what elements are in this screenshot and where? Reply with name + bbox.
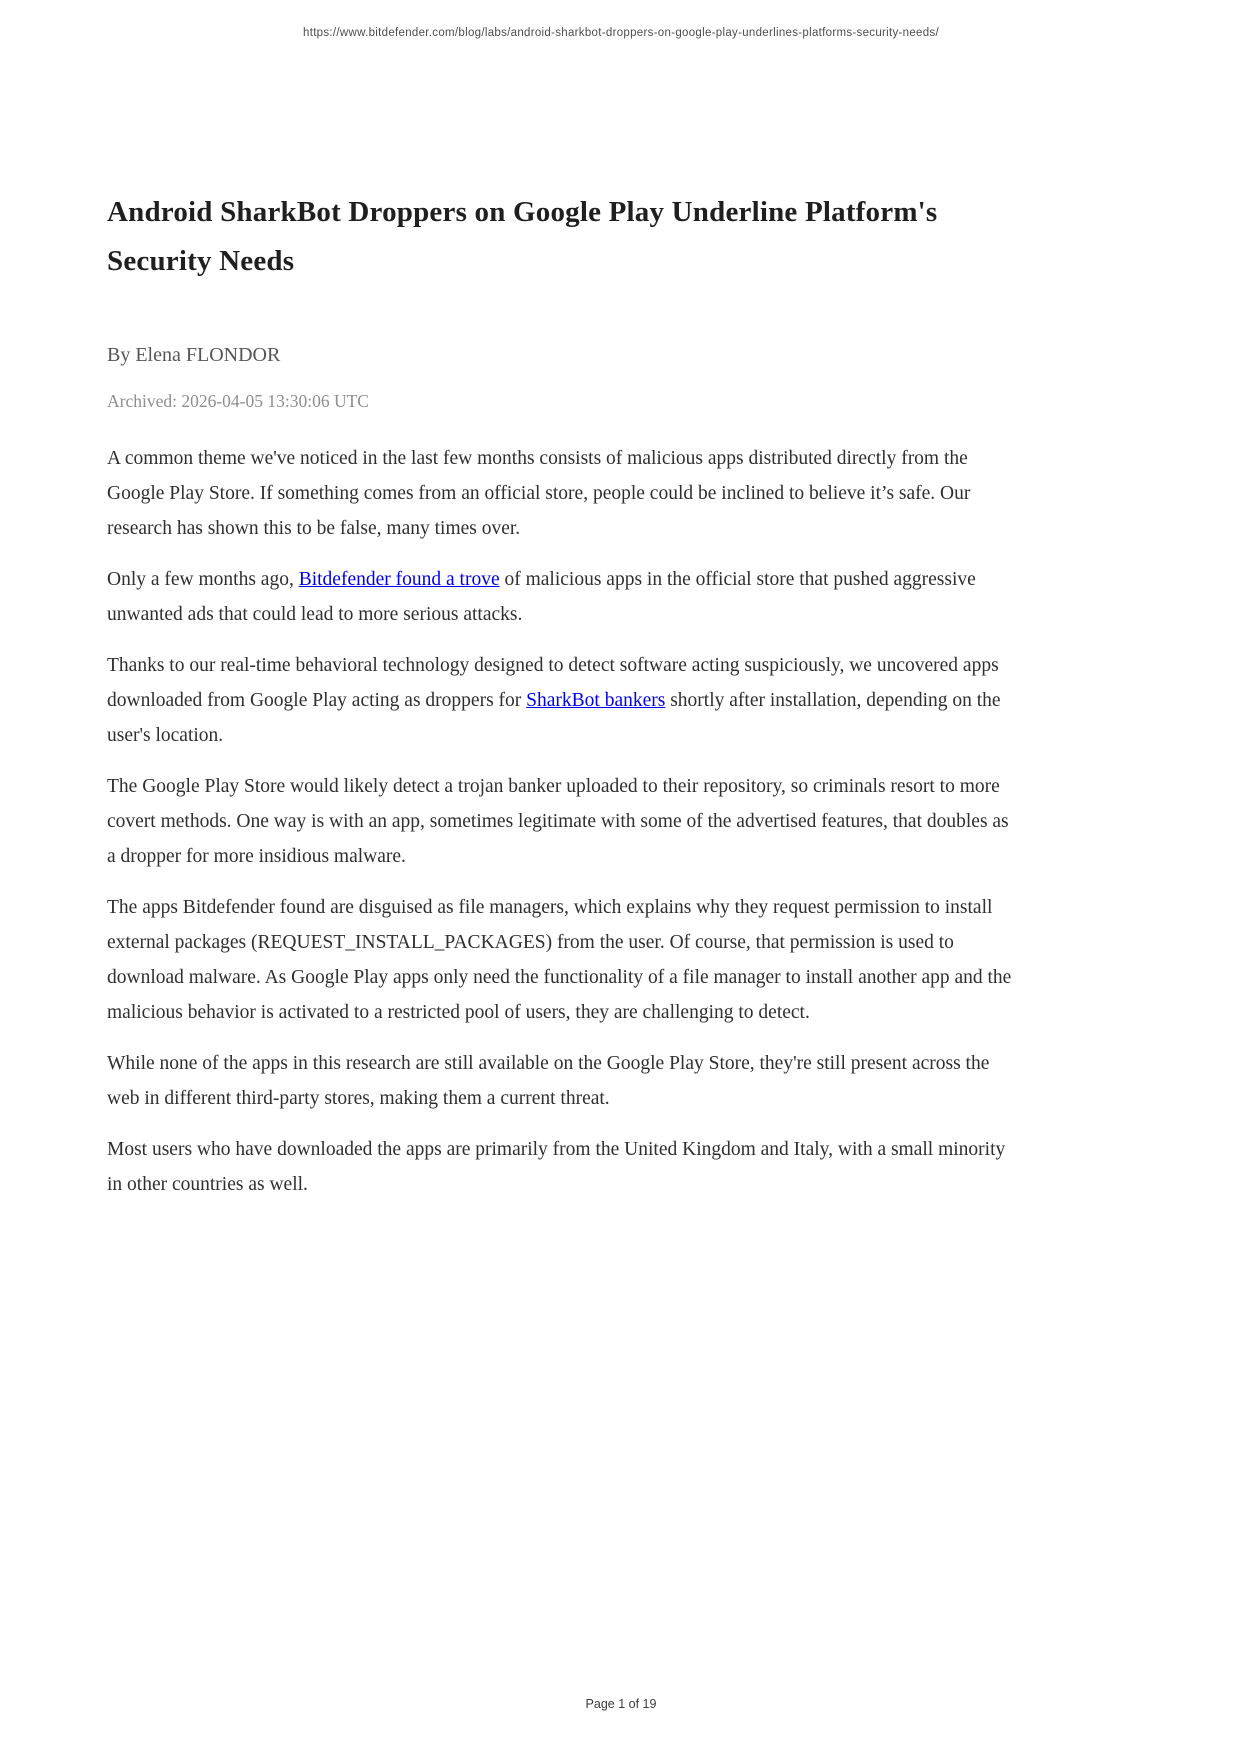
article-body xyxy=(107,441,1012,1202)
paragraph-4: The Google Play Store would likely detect a trojan banker uploaded to their repository, so criminals resort to more covert methods. One way is with an app, sometimes legitimate with some of the advertised features, that doubles as a dropper for more insidious malware. xyxy=(107,776,1009,867)
paragraph-1: A common theme we've noticed in the last few months consists of malicious apps distributed directly from the Google Play Store. If something comes from an official store, people could be inclined to believe it’s safe. Our research has shown this to be false, many times over. xyxy=(107,448,971,539)
archived-timestamp: Archived: 2026-04-05 13:30:06 UTC xyxy=(107,391,369,411)
paragraph-3-text-b: shortly after installation, depending on the user's location. xyxy=(107,690,1001,746)
link-bitdefender-found-a-trove[interactable]: Bitdefender found a trove xyxy=(298,569,500,590)
link-sharkbot-bankers[interactable]: SharkBot bankers xyxy=(526,690,666,711)
paragraph-6: While none of the apps in this research are still available on the Google Play Store, they're still present across the web in different third-party stores, making them a current threat. xyxy=(107,1053,990,1109)
paragraph-5: The apps Bitdefender found are disguised as file managers, which explains why they request permission to install external packages (REQUEST_INSTALL_PACKAGES) from the user. Of course, that permission is used to download malware. As Google Play apps only need the functionality of a file manager to install another app and the malicious behavior is activated to a restricted pool of users, they are challenging to detect. xyxy=(107,897,1012,1023)
paragraph-2 xyxy=(107,562,1012,632)
article-content xyxy=(107,188,1012,1218)
paragraph-2-text-b: of malicious apps in the official store that pushed aggressive unwanted ads that could lead to more serious attacks. xyxy=(107,569,976,625)
paragraph-2-text-a: Only a few months ago, xyxy=(107,569,299,590)
paragraph-3-text-a: Thanks to our real-time behavioral technology designed to detect software acting suspiciously, we uncovered apps downloaded from Google Play acting as droppers for xyxy=(107,655,999,711)
page-number-footer: Page 1 of 19 xyxy=(585,1697,657,1711)
paragraph-7: Most users who have downloaded the apps are primarily from the United Kingdom and Italy, with a small minority in other countries as well. xyxy=(107,1139,1006,1195)
paragraph-3 xyxy=(107,648,1012,753)
page-title: Android SharkBot Droppers on Google Play Underline Platform's Security Needs xyxy=(107,196,938,277)
source-url-header: https://www.bitdefender.com/blog/labs/android-sharkbot-droppers-on-google-play-underlines-platforms-security-needs/ xyxy=(303,27,939,39)
author-byline: By Elena FLONDOR xyxy=(107,344,281,366)
